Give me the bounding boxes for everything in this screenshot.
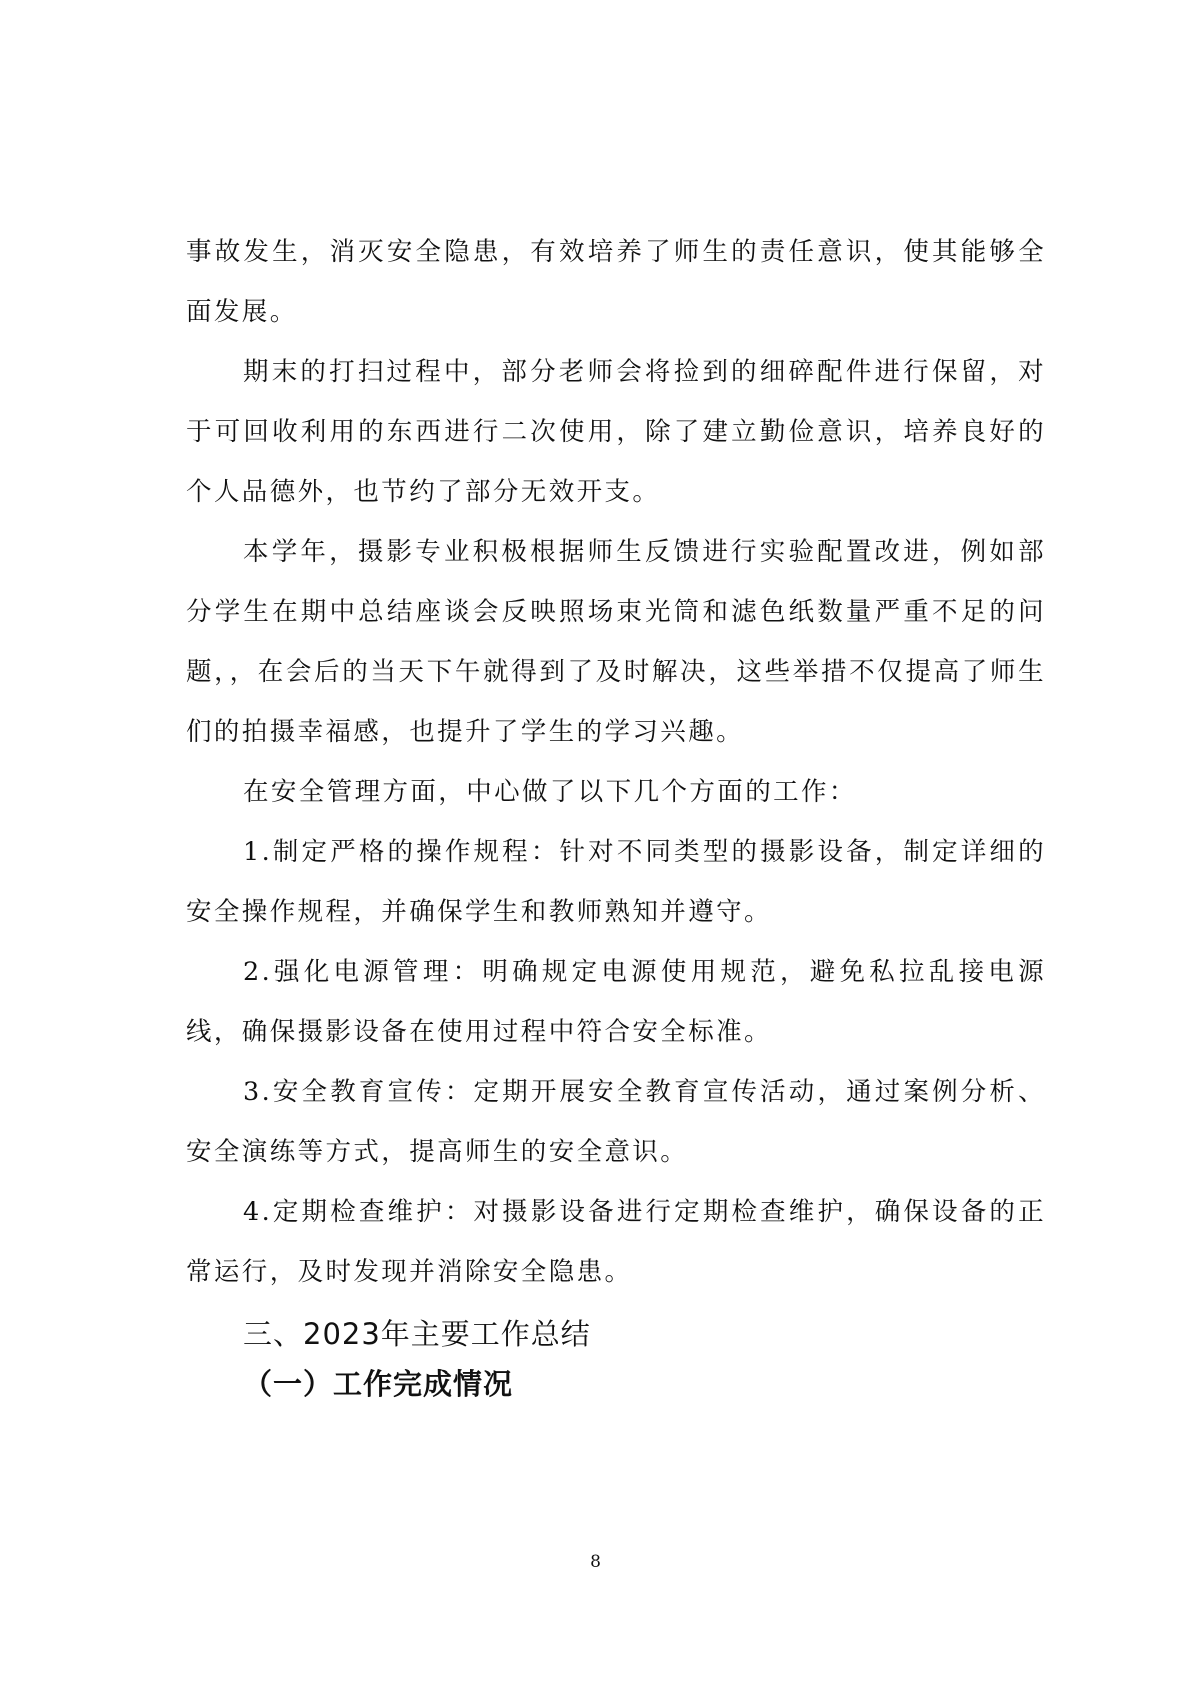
- list-item-safety-education: 3.安全教育宣传：定期开展安全教育宣传活动，通过案例分析、安全演练等方式，提高师生的安全意识。: [186, 1077, 1046, 1167]
- paragraph-safety-intro: 在安全管理方面，中心做了以下几个方面的工作：: [243, 777, 857, 807]
- body-text: [186, 222, 1046, 1302]
- page-number: 8: [590, 1552, 601, 1572]
- list-item-inspection-maintenance: 4.定期检查维护：对摄影设备进行定期检查维护，确保设备的正常运行，及时发现并消除安全隐患。: [186, 1197, 1046, 1287]
- list-item-power-management: 2.强化电源管理：明确规定电源使用规范，避免私拉乱接电源线，确保摄影设备在使用过程中符合安全标准。: [186, 957, 1046, 1047]
- section-heading: 三、2023年主要工作总结: [243, 1317, 591, 1351]
- paragraph-cleanup: 期末的打扫过程中，部分老师会将捡到的细碎配件进行保留，对于可回收利用的东西进行二次使用，除了建立勤俭意识，培养良好的个人品德外，也节约了部分无效开支。: [186, 357, 1046, 507]
- paragraph-photography-improvement: 本学年，摄影专业积极根据师生反馈进行实验配置改进，例如部分学生在期中总结座谈会反映照场束光筒和滤色纸数量严重不足的问题，，在会后的当天下午就得到了及时解决，这些举措不仅提高了师生们的拍摄幸福感，也提升了学生的学习兴趣。: [186, 537, 1046, 747]
- list-item-operating-procedures: 1.制定严格的操作规程：针对不同类型的摄影设备，制定详细的安全操作规程，并确保学生和教师熟知并遵守。: [186, 837, 1046, 927]
- sub-heading: （一）工作完成情况: [243, 1367, 514, 1401]
- paragraph-continuation: 事故发生，消灭安全隐患，有效培养了师生的责任意识，使其能够全面发展。: [186, 237, 1046, 327]
